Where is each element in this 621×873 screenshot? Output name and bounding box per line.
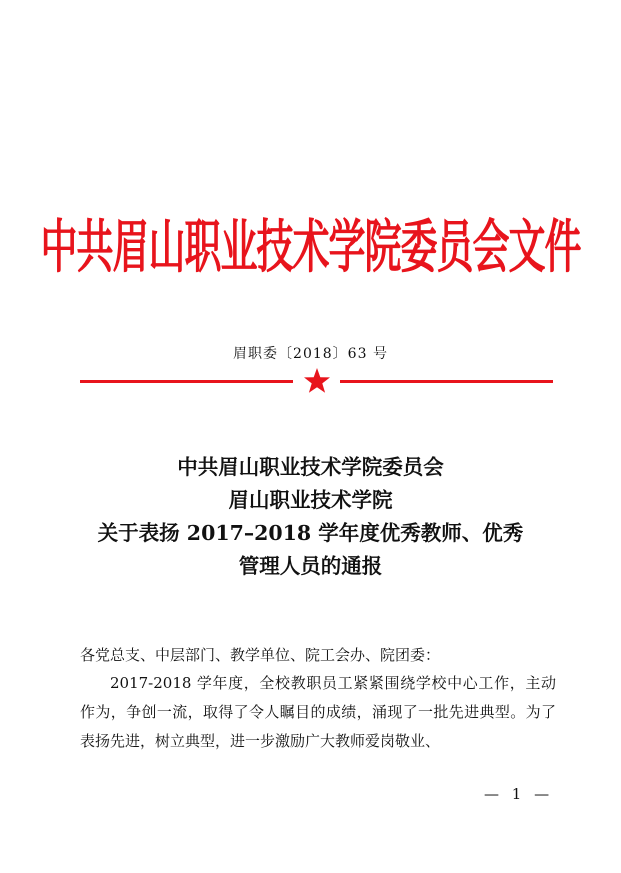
title-line-1: 中共眉山职业技术学院委员会 bbox=[177, 455, 444, 479]
title-line-3: 关于表扬 2017–2018 学年度优秀教师、优秀 bbox=[97, 521, 524, 545]
title-line-2: 眉山职业技术学院 bbox=[228, 488, 393, 512]
document-number: 眉职委〔2018〕63 号 bbox=[233, 346, 388, 362]
issuer-title: 中共眉山职业技术学院委员会文件 bbox=[40, 213, 581, 281]
red-rule-left bbox=[80, 380, 293, 383]
page-number: — 1 — bbox=[484, 785, 554, 803]
body-paragraph: 2017-2018 学年度，全校教职员工紧紧围绕学校中心工作，主动作为，争创一流，取得了令人瞩目的成绩，涌现了一批先进典型。为了表扬先进，树立典型，进一步激励广大教师爱岗敬业、 bbox=[80, 674, 556, 750]
salutation: 各党总支、中层部门、教学单位、院工会办、院团委： bbox=[80, 646, 441, 664]
red-rule-right bbox=[340, 380, 553, 383]
red-star-icon bbox=[303, 367, 331, 395]
title-line-4: 管理人员的通报 bbox=[238, 554, 383, 578]
document-title bbox=[0, 451, 621, 583]
